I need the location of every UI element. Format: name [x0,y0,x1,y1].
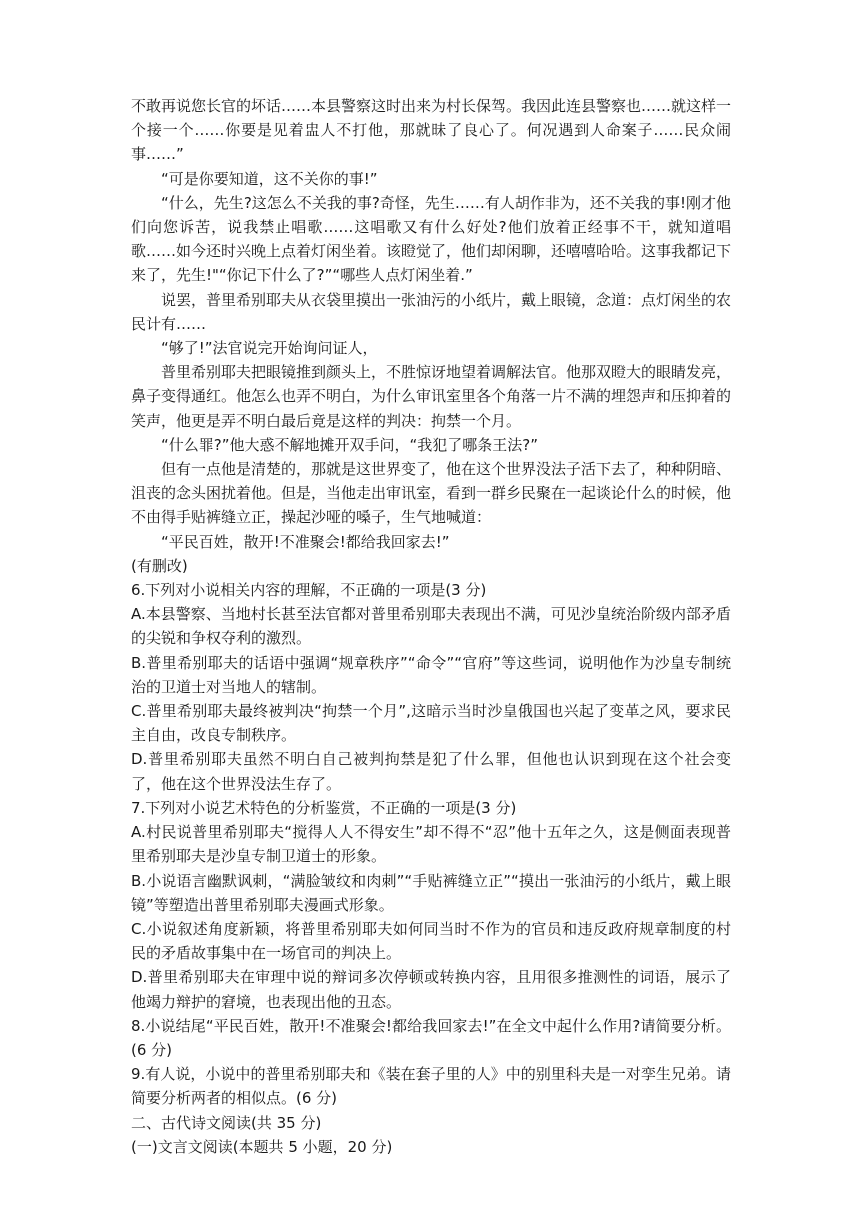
question-7-option-b: B.小说语言幽默讽刺，“满脸皱纹和肉刺”“手贴裤缝立正”“摸出一张油污的小纸片，戴上眼镜”等塑造出普里希别耶夫漫画式形象。 [131,871,731,914]
question-7-option-d: D.普里希别耶夫在审理中说的辩词多次停顿或转换内容，且用很多推测性的词语，展示了他竭力辩护的窘境，也表现出他的丑态。 [131,968,731,1011]
question-9: 9.有人说，小说中的普里希别耶夫和《装在套子里的人》中的别里科夫是一对孪生兄弟。请简要分析两者的相似点。(6 分) [131,1065,731,1108]
section-heading: 二、古代诗文阅读(共 35 分) [131,1113,322,1132]
question-6-option-b: B.普里希别耶夫的话语中强调“规章秩序”“命令”“官府”等这些词，说明他作为沙皇专制统治的卫道士对当地人的辖制。 [131,653,731,696]
story-paragraph: “什么罪?”他大惑不解地摊开双手问，“我犯了哪条王法?” [161,435,539,454]
document-page [131,94,731,1159]
story-paragraph: 普里希别耶夫把眼镜推到颜头上，不胜惊讶地望着调解法官。他那双瞪大的眼睛发亮，鼻子变得通红。他怎么也弄不明白，为什么审讯室里各个角落一片不满的埋怨声和压抑着的笑声，他更是弄不明白最后竟是这样的判决：拘禁一个月。 [131,363,732,430]
question-7-option-a: A.村民说普里希别耶夫“搅得人人不得安生”却不得不“忍”他十五年之久，这是侧面表现普里希别耶夫是沙皇专制卫道士的形象。 [131,823,731,866]
question-7-option-c: C.小说叙述角度新颖，将普里希别耶夫如何同当时不作为的官员和违反政府规章制度的村民的矛盾故事集中在一场官司的判决上。 [131,919,731,963]
story-paragraph: “什么，先生?这怎么不关我的事?奇怪，先生……有人胡作非为，还不关我的事!刚才他们向您诉苦，说我禁止唱歌……这唱歌又有什么好处?他们放着正经事不干，就知道唱歌……如今还时兴晚上点着灯闲坐着。该瞪觉了，他们却闲聊，还嘻嘻哈哈。这事我都记下来了，先生!"“你记下什么了?”“哪些人点灯闲坐着.” [131,193,732,285]
question-6-stem: 6.下列对小说相关内容的理解，不正确的一项是(3 分) [131,581,487,600]
question-6-option-c: C.普里希别耶夫最终被判决“拘禁一个月”,这暗示当时沙皇俄国也兴起了变革之风，要求民主自由，改良专制秩序。 [131,702,731,745]
story-paragraph: “平民百姓，散开!不准聚会!都给我回家去!” [161,532,450,551]
question-6-option-a: A.本县警察、当地村长甚至法官都对普里希别耶夫表现出不满，可见沙皇统治阶级内部矛盾的尖锐和争权夺利的激烈。 [131,605,731,648]
question-7-stem: 7.下列对小说艺术特色的分析鉴赏，不正确的一项是(3 分) [131,798,517,817]
section-subheading: (一)文言文阅读(本题共 5 小题，20 分) [131,1137,393,1156]
story-paragraph: 不敢再说您长官的坏话……本县警察这时出来为村长保驾。我因此连县警察也……就这样一个接一个……你要是见着盅人不打他，那就昧了良心了。何况遇到人命案子……民众闹事……” [131,97,732,164]
question-6-option-d: D.普里希别耶夫虽然不明白自己被判拘禁是犯了什么罪，但他也认识到现在这个社会变了，他在这个世界没法生存了。 [131,750,731,793]
edit-note: (有删改) [131,556,188,575]
question-8: 8.小说结尾“平民百姓，散开!不准聚会!都给我回家去!”在全文中起什么作用?请简要分析。(6 分) [131,1016,731,1059]
story-paragraph: “够了!”法官说完开始询问证人， [161,339,378,358]
story-paragraph: 但有一点他是清楚的，那就是这世界变了，他在这个世界没法子活下去了，种种阴暗、沮丧的念头困扰着他。但是，当他走出审讯室，看到一群乡民聚在一起谈论什么的时候，他不由得手贴裤缝立正，操起沙哑的嗓子，生气地喊道： [131,460,732,527]
story-paragraph: 说罢，普里希别耶夫从衣袋里摸出一张油污的小纸片，戴上眼镜，念道：点灯闲坐的农民计有…… [131,290,732,333]
story-paragraph: “可是你要知道，这不关你的事!” [161,169,378,188]
